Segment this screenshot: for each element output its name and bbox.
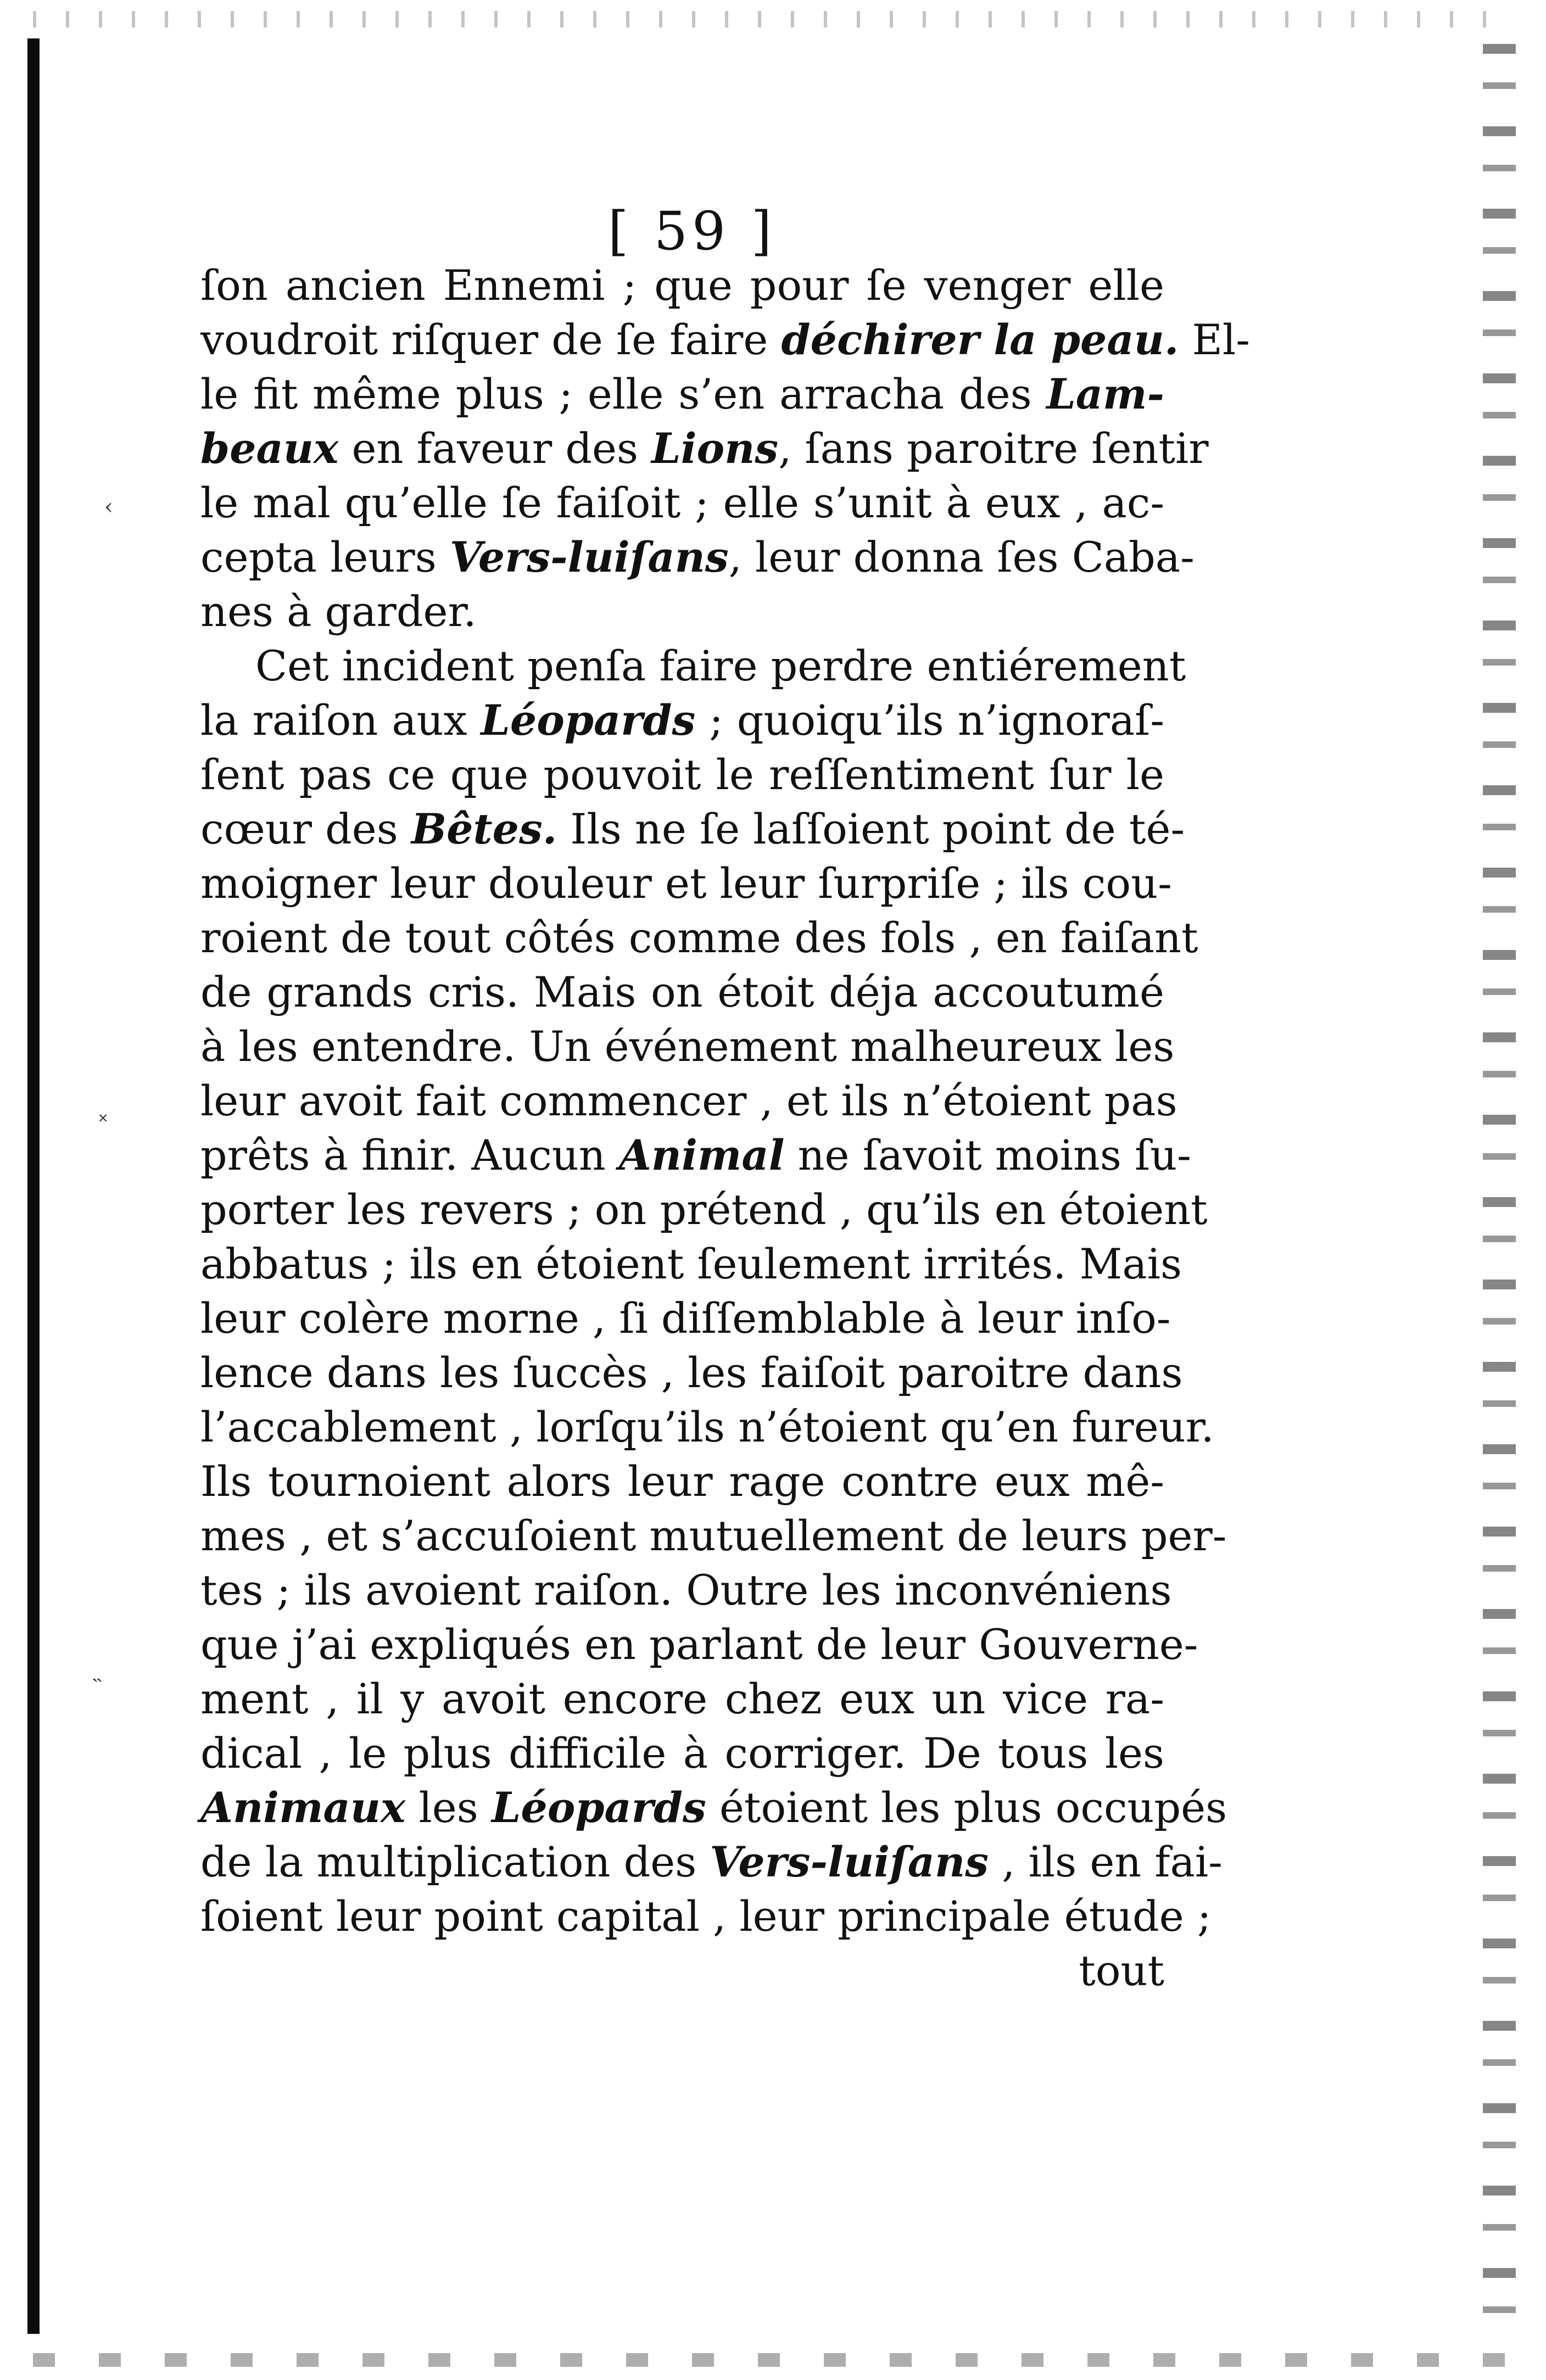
text-segment: à les entendre. Un événement malheureux les [200, 1022, 1175, 1071]
italic-text: Lam- [1046, 370, 1164, 418]
italic-text: Vers-luiſans [710, 1837, 989, 1886]
page-number-bracket-close: ] [751, 200, 777, 262]
page-number-value: 59 [654, 200, 730, 262]
text-segment: ſon ancien Ennemi ; que pour ſe venger elle [200, 261, 1164, 310]
text-line [200, 1019, 1175, 1074]
text-segment: que j’ai expliqués en parlant de leur Gouverne- [200, 1620, 1198, 1669]
text-segment: cepta leurs [200, 533, 450, 582]
text-line [200, 1074, 1177, 1128]
text-line [200, 476, 1164, 530]
text-segment: leur avoit fait commencer , et ils n’étoient pas [200, 1076, 1177, 1125]
text-line [200, 1291, 1171, 1345]
text-segment: ſoient leur point capital , leur principale étude ; [200, 1892, 1212, 1941]
text-line [200, 258, 1164, 312]
text-line [200, 1563, 1172, 1617]
text-line [200, 367, 1164, 421]
text-segment: roient de tout côtés comme des fols , en faiſant [200, 913, 1198, 962]
page-number [593, 200, 791, 262]
text-segment: Ils ne ſe laſſoient point de té- [557, 804, 1185, 853]
text-line [200, 1400, 1214, 1454]
text-line [200, 530, 1195, 584]
italic-text: déchirer la peau. [781, 315, 1179, 364]
margin-mark: ˵ [93, 1664, 101, 1690]
scan-top-edge [33, 11, 1516, 27]
text-segment: ment , il y avoit encore chez eux un vice ra- [200, 1674, 1164, 1723]
text-segment: Cet incident penſa faire perdre entiérement [255, 641, 1186, 690]
text-segment: moigner leur douleur et leur ſurpriſe ; ils cou- [200, 859, 1172, 908]
italic-text: Lions [651, 424, 779, 473]
body-text [200, 258, 1250, 1998]
text-segment: leur colère morne , ſi diſſemblable à leur inſo- [200, 1294, 1171, 1343]
text-line [200, 1182, 1208, 1237]
text-segment: dical , le plus difficile à corriger. De tous les [200, 1729, 1164, 1778]
text-segment: le fit même plus ; elle s’en arracha des [200, 370, 1047, 418]
text-segment: El- [1179, 315, 1250, 364]
text-segment: la raiſon aux [200, 696, 481, 745]
text-line [200, 312, 1250, 367]
text-segment: ſent pas ce que pouvoit le reſſentiment ſur le [200, 750, 1164, 799]
text-line [200, 1128, 1191, 1182]
text-segment: lence dans les ſuccès , les faiſoit paroitre dans [200, 1348, 1183, 1397]
italic-text: Léopards [481, 696, 696, 745]
text-line [200, 1237, 1182, 1291]
text-line [200, 1835, 1223, 1889]
margin-mark: ‹ [104, 494, 113, 519]
text-segment: l’accablement , lorſqu’ils n’étoient qu’en fureur. [200, 1403, 1214, 1451]
text-segment: voudroit riſquer de ſe faire [200, 315, 782, 364]
text-line [200, 965, 1164, 1019]
text-segment: le mal qu’elle ſe faiſoit ; elle s’unit à eux , ac- [200, 478, 1164, 527]
text-segment: nes à garder. [200, 587, 477, 636]
scan-bottom-edge [33, 2353, 1516, 2367]
text-line [200, 856, 1172, 910]
text-segment: , ils en fai- [989, 1837, 1223, 1886]
text-line [200, 747, 1164, 802]
text-line [200, 1726, 1164, 1780]
italic-text: Léopards [491, 1783, 706, 1832]
scan-right-edge [1483, 44, 1516, 2323]
italic-text: Bêtes. [411, 804, 557, 853]
text-segment: , leur donna ſes Caba- [728, 533, 1195, 582]
text-line [200, 1889, 1212, 1943]
italic-text: Animal [618, 1131, 785, 1180]
text-line [200, 1780, 1227, 1835]
margin-mark: ˟ [99, 1110, 108, 1135]
italic-text: Vers-luiſans [449, 533, 729, 582]
text-line [200, 584, 1164, 639]
text-line [200, 693, 1164, 747]
text-segment: prêts à finir. Aucun [200, 1131, 619, 1180]
text-line [200, 1345, 1183, 1400]
text-segment: de grands cris. Mais on étoit déja accoutumé [200, 968, 1164, 1016]
text-segment: porter les revers ; on prétend , qu’ils en étoient [200, 1185, 1208, 1234]
text-line [200, 1672, 1164, 1726]
italic-text: beaux [200, 424, 339, 473]
text-segment: ne ſavoit moins ſu- [784, 1131, 1191, 1180]
text-line [200, 421, 1209, 476]
text-segment: étoient les plus occupés [706, 1783, 1227, 1832]
text-segment: mes , et s’accuſoient mutuellement de leurs per- [200, 1511, 1227, 1560]
text-line [200, 1509, 1227, 1563]
text-line [200, 1617, 1198, 1672]
text-segment: de la multiplication des [200, 1837, 710, 1886]
italic-text: Animaux [200, 1783, 406, 1832]
text-segment: ; quoiqu’ils n’ignoraſ- [695, 696, 1164, 745]
text-line [200, 802, 1185, 856]
text-segment: tes ; ils avoient raiſon. Outre les inconvéniens [200, 1566, 1172, 1614]
text-segment: abbatus ; ils en étoient ſeulement irrités. Mais [200, 1239, 1182, 1288]
scan-left-border [27, 38, 40, 2334]
text-segment: en faveur des [338, 424, 652, 473]
text-line [200, 1454, 1164, 1509]
catchword: tout [1079, 1946, 1164, 1995]
text-line [200, 910, 1198, 965]
text-segment: Ils tournoient alors leur rage contre eux mê- [200, 1457, 1164, 1506]
text-segment: , ſans paroitre ſentir [778, 424, 1209, 473]
text-line [200, 639, 1186, 693]
text-segment: cœur des [200, 804, 411, 853]
page-number-bracket-open: [ [607, 200, 633, 262]
text-segment: les [405, 1783, 492, 1832]
